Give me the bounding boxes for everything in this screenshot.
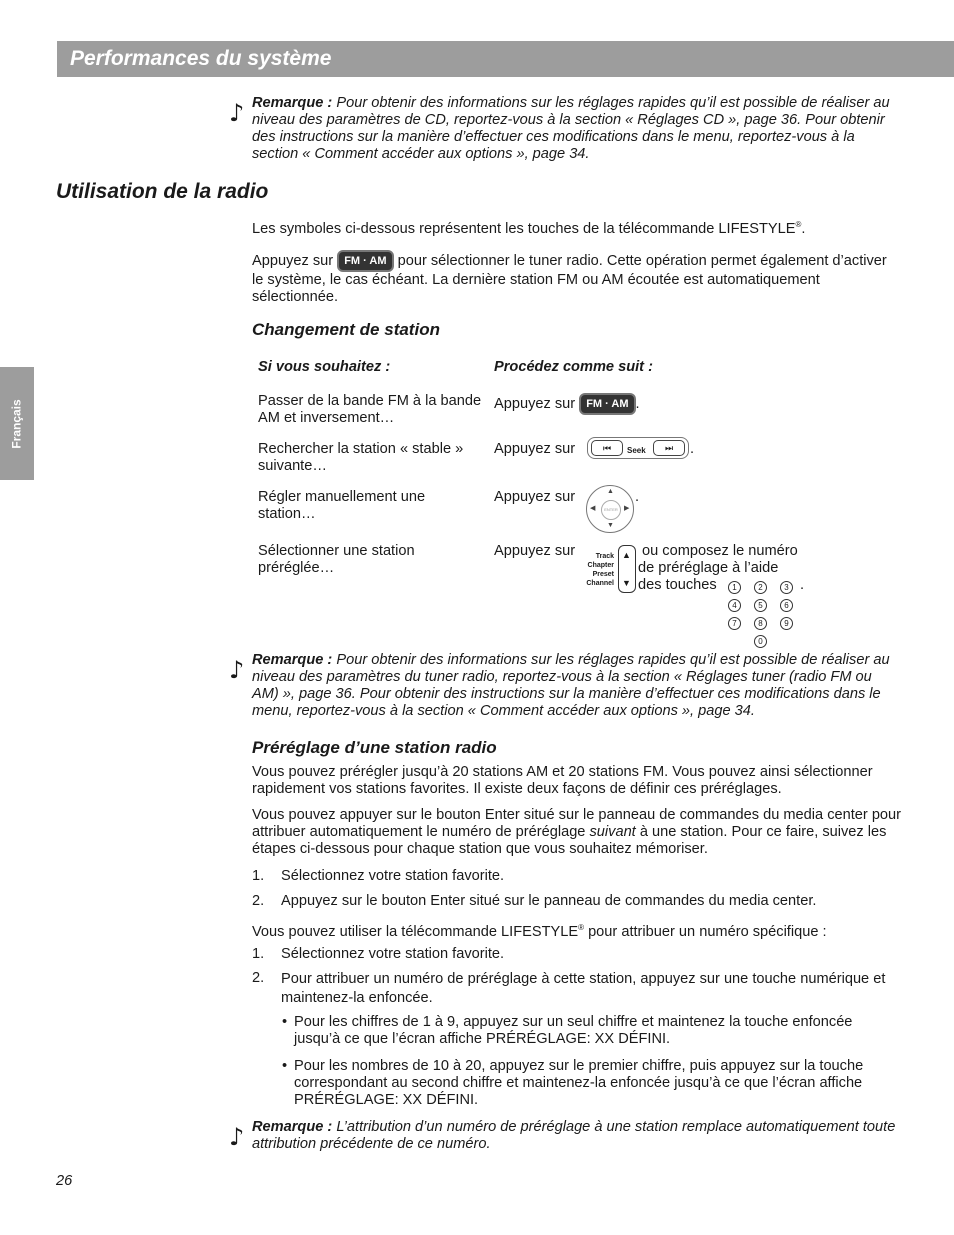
down-arrow-icon: ▼ [607,522,614,529]
preset-paragraph-2 [252,807,902,858]
table-row-action [494,543,575,560]
list-item-number: 1. [252,868,265,884]
page-title: Performances du système [70,47,332,70]
list-item-number: 1. [252,946,265,962]
table-row-want: Sélectionner une station préréglée… [258,543,415,576]
note-text: Pour obtenir des informations sur les réglages rapides qu’il est possible de réaliser au niveau des paramètres du tuner radio, reportez-vous à la section « Réglages tuner (radio FM ou AM) », page 36. Pour obtenir des instructions sur la manière d’effectuer ces modifications dans le menu, reportez-vous à la section « Comment accéder aux options », page 34. [252,652,890,719]
skip-forward-icon: ⏭ [653,440,685,456]
radio-intro [252,216,902,238]
bullet-item: Pour les chiffres de 1 à 9, appuyez sur un seul chiffre et maintenez la touche enfoncée jusqu’à ce que l’écran affiche PRÉRÉGLAGE: XX DÉFINI. [294,1014,853,1047]
key-5-icon: 5 [754,599,767,612]
key-0-icon: 0 [754,635,767,648]
enter-button-icon: ENTER [601,500,621,520]
preset-p2-text: Vous pouvez appuyer sur le bouton Enter situé sur le panneau de commandes du media center pour attribuer automatiquement le numéro de préréglage [252,807,902,840]
action-text: Appuyez sur [494,489,576,505]
subsection-title-change-station: Changement de station [252,320,440,339]
music-note-icon: ♪ [229,1123,245,1151]
key-2-icon: 2 [754,581,767,594]
press-text: Appuyez sur [252,252,334,269]
language-tab-label: Français [9,398,24,449]
down-arrow-icon: ▼ [622,578,631,588]
up-arrow-icon: ▲ [607,488,614,495]
music-note-icon: ♪ [229,656,245,684]
table-row-action [494,393,640,415]
section-title-radio: Utilisation de la radio [56,180,269,203]
key-9-icon: 9 [780,617,793,630]
rocker-labels [582,552,614,588]
preset-rocker-icon [618,545,636,593]
press-description: pour sélectionner le tuner radio. Cette opération permet également d’activer le système, le cas échéant. La dernière station FM ou AM écoutée est automatiquement sélectionnée. [252,252,887,305]
seek-label: Seek [627,446,646,455]
note-cd-settings [252,95,902,163]
action-end: . [635,489,640,505]
key-7-icon: 7 [728,617,741,630]
list-item: Sélectionnez votre station favorite. [281,868,505,884]
table-row-want: Passer de la bande FM à la bande AM et inversement… [258,393,482,426]
subsection-title-preset: Préréglage d’une station radio [252,738,497,757]
action-end: . [690,441,695,457]
registered-mark: ® [578,923,584,932]
list-item: Sélectionnez votre station favorite. [281,946,505,962]
action-end: . [635,395,640,412]
table-row-action [494,441,575,458]
preset-paragraph-3 [252,919,902,941]
preset-alt-line-2: de préréglage à l’aide [638,560,779,576]
note-label: Remarque : [252,652,333,668]
key-1-icon: 1 [728,581,741,594]
list-item: Pour attribuer un numéro de préréglage à cette station, appuyez sur une touche numérique et maintenez-la enfoncée. [281,971,886,1006]
list-item: Appuyez sur le bouton Enter situé sur le panneau de commandes du media center. [281,893,817,909]
note-label: Remarque : [252,1119,333,1135]
registered-mark: ® [795,220,802,229]
rocker-label-track: Track [595,553,614,560]
key-4-icon: 4 [728,599,741,612]
left-arrow-icon: ◀ [590,505,596,512]
action-text: Appuyez sur [494,441,576,457]
radio-intro-end: . [801,220,806,237]
preset-p2-emphasis: suivant [589,824,636,840]
preset-paragraph-1: Vous pouvez prérégler jusqu’à 20 stations AM et 20 stations FM. Vous pouvez ainsi sélectionner rapidement vos stations favorites. Il existe deux façons de définir ces préréglages. [252,764,873,797]
table-header-want: Si vous souhaitez : [258,359,391,375]
fm-am-button-icon: FM · AM [337,250,393,272]
up-arrow-icon: ▲ [622,550,631,560]
key-3-icon: 3 [780,581,793,594]
note-text: L’attribution d’un numéro de préréglage à une station remplace automatiquement toute attribution précédente de ce numéro. [252,1119,896,1152]
table-row-action [494,489,575,506]
preset-alt-line-1: ou composez le numéro [642,543,798,559]
note-preset-replace [252,1119,902,1153]
table-header-action: Procédez comme suit : [494,359,653,375]
radio-intro-text: Les symboles ci-dessous représentent les touches de la télécommande LIFESTYLE [252,220,796,237]
right-arrow-icon: ▶ [624,505,630,512]
preset-p2-text-end: à une station. Pour ce faire, suivez les étapes ci-dessous pour chaque station que vous souhaitez mémoriser. [252,824,887,857]
bullet-item: Pour les nombres de 10 à 20, appuyez sur le premier chiffre, puis appuyez sur la touche correspondant au second chiffre et maintenez-la enfoncée jusqu’à ce que l’écran affiche PRÉRÉGLAGE: XX DÉFINI. [294,1058,864,1108]
key-6-icon: 6 [780,599,793,612]
list-item-number: 2. [252,893,265,909]
language-tab [0,367,34,480]
note-text: Pour obtenir des informations sur les réglages rapides qu’il est possible de réaliser au niveau des paramètres de CD, reportez-vous à la section « Réglages CD », page 36. Pour obtenir des instructions sur la manière d’effectuer ces modifications dans le menu, reportez-vous à la section « Comment accéder aux options », page 34. [252,95,890,162]
preset-p3-text: Vous pouvez utiliser la télécommande LIFESTYLE [252,923,579,940]
preset-p3-text-end: pour attribuer un numéro spécifique : [588,923,827,940]
radio-press-fmam [252,250,902,306]
skip-back-icon: ⏮ [591,440,623,456]
bullet-icon: • [282,1014,288,1030]
bullet-icon: • [282,1058,288,1074]
note-label: Remarque : [252,95,333,111]
seek-button-icon [587,437,689,459]
action-text: Appuyez sur [494,395,576,412]
table-row-want: Rechercher la station « stable » suivante… [258,441,464,474]
rocker-label-channel: Channel [586,580,614,587]
list-item-number: 2. [252,970,265,986]
rocker-label-preset: Preset [592,571,614,578]
page-number: 26 [56,1173,73,1189]
note-tuner-settings [252,652,902,720]
action-end: . [800,577,805,593]
fm-am-button-icon: FM · AM [579,393,635,415]
music-note-icon: ♪ [229,99,245,127]
rocker-label-chapter: Chapter [587,562,614,569]
navigation-pad-icon [586,485,634,533]
key-8-icon: 8 [754,617,767,630]
preset-alt-line-3: des touches [638,577,717,593]
action-text: Appuyez sur [494,543,576,559]
table-row-want: Régler manuellement une station… [258,489,426,522]
